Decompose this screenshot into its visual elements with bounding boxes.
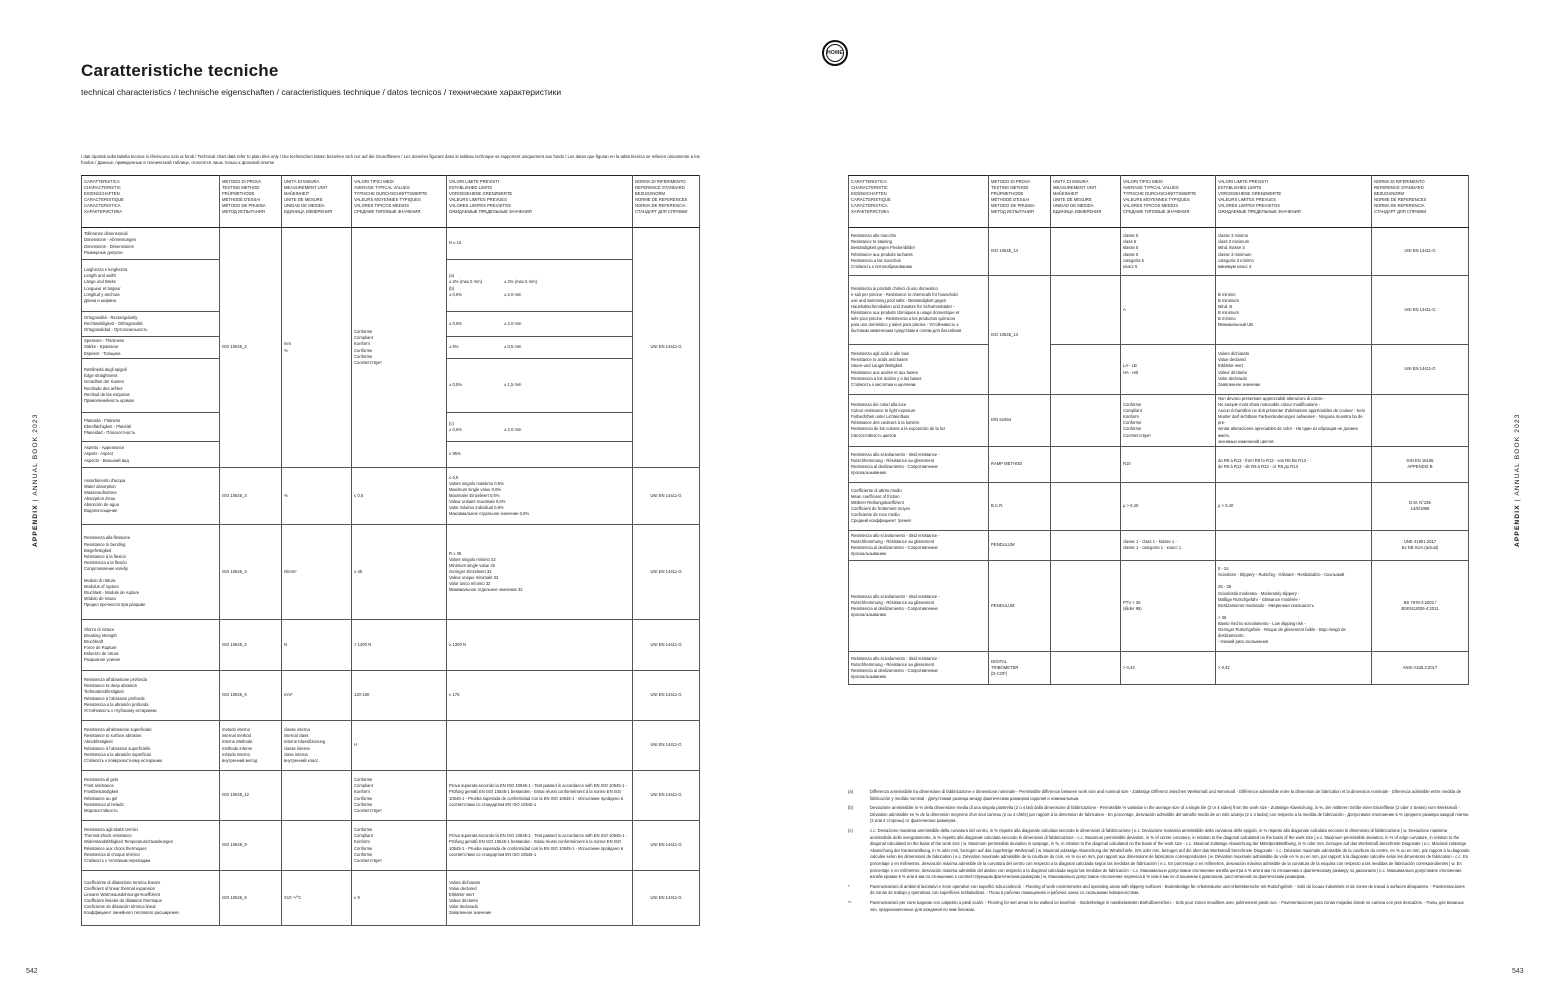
typical-cell: LA - LB HA - HB [1121,345,1216,395]
standard-cell: ANSI A326.3:2017 [1372,651,1469,684]
limits-cell: Non devono presentare apprezzabili alterazioni di colore - No sample must show noticeable colour modifications - Aucun échantillon ne doit présenter d'altérations appréciables de couleur - Kein Muster darf sichtbare Farbveränderungen aufweisen - Ninguna muestra ha de pre- sentar alteraciones apreciables de color - Ни один из образцов не должен иметь значимых изменений цветов [1216,395,1372,447]
standard-cell: UNI EN 14411-G [633,721,700,771]
unit-cell [1051,482,1121,530]
limit-percent: ± 5% [449,344,459,350]
method-cell: ISO 10545_6 [220,671,282,721]
footnote-mark: (a) [848,789,854,794]
standard-cell: D.M. N°236 14/6/1989 [1372,482,1469,530]
limits-cell [447,260,633,312]
unit-cell [1051,276,1121,345]
typical-cell: classe 1 - class 1 - klasse 1 - classe 1 - categoría 1 - класс 1 [1121,530,1216,560]
table-row [82,721,700,771]
footnote-text: Deviazione ammissibile in % della dimensione media di una singola piastrella (2 o 4 lati) dalla dimensione di fabbricazione - Permissible % variation in the average size of a single tile (2 or 4 sides) from the work size - Zulässige Abweichung, in %, der mittleren Größe einer Einzelfliese (2 oder 4 Seiten) vom Werksmaß - Déviation admissible en % de la dimension moyenne d'un seul carreau (2 ou 4 côtés) par rapport à la dimension de fabrication - En porcentaje, desviación admisible del tamaño medio de un solo azulejo (2 o 4 lados) con respecto a la medida de fabricación - Допустимое отклонение в % среднего размера каждой плитки (2 или 4 стороны) от фактических размеров. [870,805,1469,824]
limits-values [449,344,630,350]
characteristic-cell: Larghezza e lunghezza Length and width Länge und Breite Longueur et largeur Longitud y anchura Длина и ширина [82,260,220,312]
table-row [849,446,1469,482]
limits-values [449,421,630,433]
method-cell: PENDULUM [989,530,1051,560]
typical-cell: ≤ 9 [352,871,447,926]
standard-cell: UNI EN 14411-G [633,620,700,671]
standard-cell: UNI EN 14411-G [633,671,700,721]
limits-cell: ≤ 0,5 Valore singolo massimo 0,6% Maximum single value 0,6% Maximaler Einzelwert 0,6% Valeur unitaire maximale 0,6% Valor máximo individual 0,6% Максимальное отдельное значение 0,6% [447,468,633,525]
characteristic-cell: Resistenza dei colori alla luce Colour resistance to light exposure Farbechtheit unter Lichteinfluss Résistance des couleurs à la lumière Resistencia de los colores a la exposición de la luz Светостойкость цветов [849,395,989,447]
typical-cell: Conforme Compliant Konform Conforme Conforme Соответствует [352,821,447,871]
limits-cell: R ≥ 35 Valore singolo minimo 32 Minimum single value 32 Geringer Einzelwert 32 Valeur unique minimale 32 Valor único mínimo 32 Минимальное отдельное значение 32 [447,525,633,620]
typical-cell: > 1300 N [352,620,447,671]
table-row [849,228,1469,276]
page-number: 542 [26,968,38,975]
typical-cell: PTV > 36 (slider 96) [1121,560,1216,651]
table-row [849,395,1469,447]
typical-cell: classe 5 class 5 klasse 5 classe 5 categoría 5 класс 5 [1121,228,1216,276]
limit-percent: (c) [449,420,454,426]
characteristic-cell: Coefficiente di dilatazione termica lineare Coefficient of linear thermal expansion Linearer Wärmeausdehnungs-Koeffizient Coefficient linéaire de dilatation thermique Coeficiente de dilatación térmica lineal Коэффициент линейного теплового расширения [82,871,220,926]
characteristic-cell: Resistenza all'abrasione superficiale Resistance to surface abrasion Abriebfestigkeit Résistance à l'abrasion superficielle Resistencia a la abrasión superficial Стойкость к поверхностному истиранию [82,721,220,771]
characteristic-cell: Ortogonalità - Rectangularity Rechtwinkligkeit - Orthogonalité Ortogonalidad - Ортогональность [82,312,220,337]
footnote [848,805,1470,825]
method-cell: ISO 10545_9 [220,821,282,871]
limit-percent: (a) [449,273,455,279]
method-cell: DIN 51094 [989,395,1051,447]
footnote-mark: (c) [848,827,853,833]
table-row [82,228,700,260]
table-header-row [82,176,700,228]
limits-cell: Prova superata secondo la EN ISO 10545-1 - Test passed in accordance with EN ISO 10545-1 - Prüfung gemäß EN ISO 10545-1 bestanden - Essai réussi conformément à la norme EN ISO 10545-1 - Prueba superada de conformidad con la EN ISO 10545-1 - Испытание пройдено в соответствии со стандартом EN ISO 10545-1 [447,771,633,821]
limits-cell: ≥ 1300 N [447,620,633,671]
footnote [848,900,1470,913]
characteristic-cell: Resistenza allo scivolamento - Skid resistance - Rutschhemmung - Résistance au glissement Resistencia al deslizamiento - Сопротивление проскальзыванию [849,446,989,482]
table-row [82,620,700,671]
limit-mm: ± 2% (max 5 mm) [504,279,538,285]
col-standard: NORMA DI RIFERIMENTO REFERENCE STANDARD BEZUGSNORM NORME DE REFERENCES NORMA DE REFERENCIA СТАНДАРТ ДЛЯ СПРАВКИ [1372,176,1469,228]
unit-cell: X10⁻⁶/°C [282,871,352,926]
limits-cell: > 0,42 [1216,651,1372,684]
limit-percent: ≥ 95% [449,451,461,457]
footnote-mark: (b) [848,805,854,811]
limit-mm [504,240,630,246]
limit-percent: ± 0,6% [449,291,463,297]
standard-cell: UNI EN 14411-G [633,871,700,926]
typical-cell: Conforme Compliant Konform Conforme Conforme Соответствует [1121,395,1216,447]
col-unit: UNITÀ DI MISURA MEASUREMENT UNIT MAßEINHEIT UNITE DE MESURE UNIDAD DE MEDIDA ЕДИНИЦА ИЗМЕРЕНИЯ [1051,176,1121,228]
limits-cell [447,721,633,771]
col-characteristic: CARATTERISTICA CHARACTERISTIC EIGENSCHAFTEN CARACTERISTIQUE CARACTERISTICA ХАРАКТЕРИСТИКА [82,176,220,228]
limits-cell [447,312,633,337]
unit-cell [1051,530,1121,560]
characteristic-cell: Aspetto - Appearance Aspekt - Aspect Aspecto - Внешний вид [82,442,220,468]
limit-percent: ± 0,5% [449,427,463,432]
typical-cell: > 0,42 [1121,651,1216,684]
typical-cell: H [352,721,447,771]
limits-cell: Valore dichiarato Value declared Erklärter wert Valeur déclarée Valor declarado Заявленное значение [447,871,633,926]
col-limits: VALORI LIMITE PREVISTI ESTABLISHED LIMITS VORGESEHENE GRENZWERTE VALEURS LIMITES PREVUES VALORES LIMITES PREVISTOS ОЖИДАЕМЫЕ ПРЕДЕЛЬНЫЕ ЗНАЧЕНИЯ [1216,176,1372,228]
table-row [849,345,1469,395]
unit-cell [1051,228,1121,276]
side-label-bold: APPENDIX [32,504,39,547]
side-label-right [1514,413,1521,547]
unit-cell: N/mm² [282,525,352,620]
limits-cell: Valore dichiarato Value declared Erklärter wert Valeur déclarée Valor declarado Заявленное значение [1216,345,1372,395]
limits-cell [447,442,633,468]
side-label-bold-right: APPENDIX [1514,504,1521,547]
unit-cell [1051,446,1121,482]
table-row [82,468,700,525]
limits-cell [447,413,633,442]
limit-percent: ± 0,5% [449,320,463,326]
limits-cell: B minimo B minimum Mind. B B minimum B mínimo Минимальный UB [1216,276,1372,345]
characteristic-cell: Resistenza al gelo Frost resistance Frostbeständigkeit Résistance au gel Resistencia al helado Морозостойкость [82,771,220,821]
method-cell: metodo interno internal method Interne Methode méthode interne método interno внутренний метод [220,721,282,771]
col-typical: VALORI TIPICI MEDI AVERAGE TYPICAL VALUES TYPISCHE DURCHSCHNITTSWERTE VALEURS MOYENNES TYPIQUES VALORES TIPICOS MEDIOS СРЕДНИЕ ТИПОВЫЕ ЗНАЧЕНИЯ [352,176,447,228]
limits-cell [447,228,633,260]
page-title: Caratteristiche tecniche [81,61,279,80]
side-label-rest-right: | ANNUAL BOOK 2023 [1514,413,1521,505]
unit-cell: N [282,620,352,671]
table-row [849,560,1469,651]
limit-mm: ± 0,5 mm [504,344,522,350]
footnote-text: Differenza ammissibile tra dimensione di fabbricazione e dimensione nominale - Permissible difference between work size and nominal size - Zulässige Differenz zwischen Werksmaß und Nennmaß - Différence admissible entre la dimension de fabrication et la dimension nominale - Diferencia admisible entre medida de fabricación y medida nominal - Допустимая разница между фактическим размером изделия и номинальным. [870,789,1462,801]
characteristic-cell: Resistenza alla flessione Resistance to bending Biegefestigkeit Résistance à la flexion Resistencia a la flexión Сопротивление изгибу Modulo di rottura Modulus of rupture Bruchlast - Module de rupture Módulo de rotura Предел прочности при разрыве [82,525,220,620]
col-characteristic: CARATTERISTICA CHARACTERISTIC EIGENSCHAFTEN CARACTERISTIQUE CARACTERISTICA ХАРАКТЕРИСТИКА [849,176,989,228]
characteristic-cell: Sforzo di rottura Breaking strength Bruchkraft Force de Rupture Esfuerzo de rotura Разрывное усилие [82,620,220,671]
characteristic-cell: Resistenza ai prodotti chimici di uso domestico e sali per piscine - Resistance to chemicals for household use and swimming pool salts - Beständigkeit gegen Haushaltschemikalien und Zusätze für Schwimmbäder - Résistance aux produits chimiques à usage domestique et sels pour piscine - Resistencia a los productos químicos para uso doméstico y sales para piscina - Устойчивость к бытовым химическим средствам и солям для бассейнов [849,276,989,345]
side-label-rest: | ANNUAL BOOK 2023 [32,413,39,505]
limit-percent: ± 2% (max 5 mm) [449,279,483,285]
limits-values [449,382,630,388]
method-cell: DIGITAL TRIBOMETER (D-COF) [989,651,1051,684]
method-cell: ISO 10545_13 [989,276,1051,395]
characteristic-cell: Assorbimento d'acqua Water absorption Wasseraufnahme Absorption d'eau Absorción de agua Водопоглощение [82,468,220,525]
footnote [848,828,1470,881]
limit-mm: ± 2,0 mm [504,427,522,432]
footnote [848,884,1470,897]
home-button[interactable]: HOME [822,40,848,66]
standard-cell: UNE 41901:2017 Ex DB SUA (actual) [1372,530,1469,560]
table-row [82,821,700,871]
typical-cell: Conforme Compliant Konform Conforme Conforme Соответствует [352,771,447,821]
limits-cell [447,359,633,413]
footnotes [848,789,1470,916]
characteristic-cell: Planarità - Flatness Ebenflächigkeit - Planéité Planeidad - Плоскостность [82,413,220,442]
unit-cell: mm % [282,228,352,468]
characteristic-cell: Rettilineità degli spigoli Edge straightness Geradheit der Kanten Rectitude des arêtes Rectitud de las esquinas Прямолинейность кромок [82,359,220,413]
standard-cell: UNI EN 14411-G [1372,345,1469,395]
typical-cell: μ > 0,40 [1121,482,1216,530]
col-method: METODO DI PROVA TESTING METHOD PRÜFMETHODE MÉTHODE D'ESSAI MÉTODO DE PRUEBA МЕТОД ИСПЫТАНИЯ [989,176,1051,228]
table-row [82,871,700,926]
footnote-text: c.c. Deviazione massima ammissibile della curvatura del centro, in % rispetto alla diagonale calcolata secondo le dimensioni di fabbricazione | e.c. Deviazione massima ammissibile della curvatura dello spigolo, in % rispetto alla diagonale calcolata secondo le dimensioni di fabbricazione | w. Deviazione massima ammissibile dello svergolamento, in % rispetto alla diagonale calcolata secondo le dimensioni di fabbricazione - c.c. Maximum permissible deviation, in % of centre curvature, in relation to the diagonal calculated on the basis of the work size | e.c. Maximum permissible deviation, in % of edge curvature, in relation to the diagonal calculated on the basis of the work size | w. Maximum permissible deviation in warpage, in %, in relation to the diagonal calculated on the basis of the work size - c.c. Maximal zulässige Abweichung der Mittelpunktwölbung, in % oder mm, bezogen auf das Werksmaß berechnete Diagonale | e.c. Maximal zulässige Abweichung der Kantenwölbung, in % oder mm, bezogen auf das zugehörige Werksmaß | w. Maximal zulässige Abweichung der Windschiefe, in% oder mm, bezogen auf die über das Werksmaß berechnete Diagonale - c.c. Déviation maximale admissible de la courbure du centre, en % ou en mm, par rapport à la diagonale calculée selon les dimensions de fabrication | e.c. Déviation maximale admissible de la courbure du coin, en % ou en mm, par rapport aux dimensions de fabrication correspondantes | w. Déviation maximale admissible du voile en % ou en mm, par rapport à la diagonale calculée selon les dimensions de fabrication - c.c. En porcentaje o en milímetros, desviación máxima admisible de la curvatura del centro con respecto a la diagonal calculada según las medidas de fabricación | e.c. En porcentaje o en milímetros, desviación máxima admisible de la curvatura de la esquina con respecto a las medidas de fabricación correspondientes | w. En porcentaje o en milímetros, desviación máxima admisible del alabeo con respecto a la diagonal calculada según las medidas de fabricación - c.c. Максимально допустимое отклонение изгиба центра в % или в мм по отношению к фактическому размеру по диагонали | e.c. Максимально допустимое отклонение изгиба кромки в % или в мм по отношению к соответствующим фактическим размерам | w. Максимально допустимое отклонение перекоса в % или в мм по отношению к диагонали, рассчитанной по фактическим размерам. [870,827,1470,880]
limit-mm [504,451,630,457]
col-standard: NORMA DI RIFERIMENTO REFERENCE STANDARD BEZUGSNORM NORME DE REFERENCES NORMA DE REFERENCIA СТАНДАРТ ДЛЯ СПРАВКИ [633,176,700,228]
typical-cell: ≥ 45 [352,525,447,620]
footnote-text: Pavimentazioni per zone bagnate con calpestio a piedi scalzi. - Flooring for wet areas to be walked on barefoot. - Bodenbeläge in nassbelasteten Barfußbereichen. - Sols pour zones mouillées avec piétinement pieds nus. - Pavimentaciones para zonas mojadas donde se camina con pies descalzos. - Полы для влажных зон, предназначенные для хождения по ним босиком. [870,899,1464,912]
limit-mm: ± 2,0 mm [504,320,522,326]
method-cell: PENDULUM [989,560,1051,651]
unit-cell: mm³ [282,671,352,721]
unit-cell: % [282,468,352,525]
method-cell: ISO 10545_12 [220,771,282,821]
unit-cell [282,821,352,871]
typical-cell: 120-150 [352,671,447,721]
standard-cell: DIN EN 16165 APPENDIX B [1372,446,1469,482]
characteristic-cell: Coefficiente di attrito medio Mean coefficient of friction Mittlerer Reibungskoeffizient Coefficient de frottement moyen Coeficiente de roce medio Средний коэффициент трения [849,482,989,530]
limits-values [449,273,630,297]
characteristic-cell: Tolleranze dimensionali Dimensions - Abmessungen Dimensions - Dimensiones Размерные допуски [82,228,220,260]
method-cell: B.C.R. [989,482,1051,530]
characteristic-cell: Resistenza alle macchie Resistance to staining Beständigkeit gegen Fleckenbilder Résistance aux produits tachants Resistencia a las manchas Стойкость к пятнообразованию [849,228,989,276]
standard-cell: UNI EN 14411-G [1372,228,1469,276]
limit-percent: N ≤ 15 [449,240,462,246]
limit-percent: (b) [449,285,455,291]
characteristic-cell: Resistenza allo scivolamento - Skid resistance - Rutschhemmung - Résistance au glissement Resistencia al deslizamiento - Сопротивление проскальзыванию [849,560,989,651]
col-limits: VALORI LIMITE PREVISTI ESTABLISHED LIMITS VORGESEHENE GRENZWERTE VALEURS LIMITES PREVUES VALORES LIMITES PREVISTOS ОЖИДАЕМЫЕ ПРЕДЕЛЬНЫЕ ЗНАЧЕНИЯ [447,176,633,228]
limits-values [449,240,630,246]
table-row [82,771,700,821]
method-cell: ISO 10545_14 [989,228,1051,276]
typical-cell: A [1121,276,1216,345]
limit-percent: ± 0,5% [449,382,463,388]
table-row [849,651,1469,684]
characteristic-cell: Resistenza allo scivolamento - Skid resistance - Rutschhemmung - Résistance au glissement Resistencia al deslizamiento - Сопротивление проскальзыванию [849,651,989,684]
method-cell: RAMP METHOD [989,446,1051,482]
limit-mm: ± 1,5 mm [504,382,522,388]
page-number-right: 543 [1512,968,1524,975]
characteristic-cell: Spessore - Thickness Stärke - Epaisseur Espesor - Толщина [82,337,220,359]
standard-cell: UNI EN 14411-G [1372,276,1469,345]
table-row [849,276,1469,345]
method-cell: ISO 10545_4 [220,525,282,620]
standard-cell [1372,395,1469,447]
characteristic-cell: Resistenza all'abrasione profonda Resistance to deep abrasion Tiefenabriebfestigkeit Résistance à l'abrasion profonde Resistencia a la abrasión profunda Устойчивость к глубокому истиранию [82,671,220,721]
tech-table-left [81,175,700,926]
table-row [82,671,700,721]
left-page [0,0,774,1000]
table-row [849,482,1469,530]
footnote-text: Pavimentazioni di ambienti lavorativi e zone operative con superfici sdrucciolevoli. - Flooring of work environments and operating areas with slippery surfaces - Bodenbeläge für Arbeitsräume und Arbeitsbereiche mit Rutschgefahr. - Sols de locaux industriels et de zones de travail à surfaces dérapantes. - Pavimentaciones de zonas de trabajo y operativas con superficies resbaladizas. - Полы в рабочих помещениях и рабочих зонах со скользкими поверхностями. [870,883,1465,896]
page-subtitle: technical characteristics / technische eigenschaften / caracteristiques technique / datos tecnicos / технические характеристики [81,87,562,97]
standard-cell: UNI EN 14411-G [633,821,700,871]
limits-values [449,451,630,457]
col-method: METODO DI PROVA TESTING METHOD PRÜFMETHODE MÉTHODE D'ESSAI MÉTODO DE PRUEBA МЕТОД ИСПЫТАНИЯ [220,176,282,228]
col-typical: VALORI TIPICI MEDI AVERAGE TYPICAL VALUES TYPISCHE DURCHSCHNITTSWERTE VALEURS MOYENNES TYPIQUES VALORES TIPICOS MEDIOS СРЕДНИЕ ТИПОВЫЕ ЗНАЧЕНИЯ [1121,176,1216,228]
unit-cell [1051,345,1121,395]
standard-cell: UNI EN 14411-G [633,771,700,821]
limit-mm: ± 2,0 mm [504,291,522,297]
method-cell: ISO 10545_3 [220,468,282,525]
method-cell: ISO 10545_8 [220,871,282,926]
limits-cell: ≤ 175 [447,671,633,721]
unit-cell [282,771,352,821]
limits-cell: 0 - 24 Scivoloso - Slippery - Rutschig - Glissant - Resbaladizo - Скользкий 25 - 35 Scivolosità moderata - Moderately slippery - Mäßige Rutschgefahr - Glissance modérée - Deslizamiento moderado - Умеренная скользкость > 36 Basso rischio scivolamento - Low slipping risk - Geringer Rutschgefahr - Risque de glissement faible - Bajo riesgo de deslizamiento - Низкий риск скольжения [1216,560,1372,651]
characteristic-cell: Resistenza allo scivolamento - Skid resistance - Rutschhemmung - Résistance au glissement Resistencia al deslizamiento - Сопротивление проскальзыванию [849,530,989,560]
unit-cell [1051,651,1121,684]
col-unit: UNITÀ DI MISURA MEASUREMENT UNIT MAßEINHEIT UNITE DE MESURE UNIDAD DE MEDIDA ЕДИНИЦА ИЗМЕРЕНИЯ [282,176,352,228]
limits-cell: Prova superata secondo la EN ISO 10545-1 - Test passed in accordance with EN ISO 10545-1 - Prüfung gemäß EN ISO 10545-1 bestanden - Essai réussi conformément à la norme EN ISO 10545-1 - Prueba superada de conformidad con la EN ISO 10545-1 - Испытание пройдено в соответствии со стандартом EN ISO 10545-1 [447,821,633,871]
unit-cell [1051,560,1121,651]
standard-cell: UNI EN 14411-G [633,468,700,525]
characteristic-cell: Resistenza agli acidi e alle basi Resistance to acids and bases Säure-und Laugenfestigkeit Résistance aux acides et aux bases Resistencia a los ácidos y a las bases Стойкость к кислотам и щелочам [849,345,989,395]
table-row [82,525,700,620]
limits-cell [447,337,633,359]
limits-values [449,321,630,327]
method-cell: ISO 10545_2 [220,228,282,468]
unit-cell [1051,395,1121,447]
table-header-row-right [849,176,1469,228]
method-cell: ISO 10545_4 [220,620,282,671]
standard-cell: UNI EN 14411-G [633,228,700,468]
table-row [849,530,1469,560]
limits-cell: μ > 0,40 [1216,482,1372,530]
typical-cell: R10 [1121,446,1216,482]
tech-table-right [848,175,1469,685]
limits-cell: classe 3 minimo class 3 minimum Mind. klasse 3 classe 3 minimum categoría 3 mínimo минимум класс 3 [1216,228,1372,276]
unit-cell: classe interna internal class Interne Klassifizierung classe interne clase interna внутренний класс [282,721,352,771]
limits-cell: da R9 a R13 - from R9 to R13 - von R9 bis R13 - de R9 à R13 - de R9 a R13 - от R9 до R13 [1216,446,1372,482]
footnote-mark: * [848,883,850,889]
standard-cell: UNI EN 14411-G [633,525,700,620]
typical-cell: Conforme Compliant Konform Conforme Conforme Соответствует [352,228,447,468]
typical-cell: ≤ 0,5 [352,468,447,525]
table-note: I dati riportati sulla tabella tecnica si riferiscono solo ai fondi / Technical chart data refer to plain tiles only / Die technischen Daten beziehen sich nur auf die Grundfliesen / Les données figurant dans le tableau technique se rapportent uniquement aux fonds / Los datos que figuran en la tabla técnica se refieren únicamente a los fondos / Данные, приведенные в технической таблице, относятся лишь только к фоновой плитке [81,154,700,165]
limits-cell [1216,530,1372,560]
characteristic-cell: Resistenza agli sbalzi termici Thermal shock resistance Widerstandsfähigkeit Temperaturschwankungen Résistance aux chocs thermiques Resistencia al choque térmico Стойкость к тепловым перепадам [82,821,220,871]
side-label [32,413,39,547]
standard-cell: BS 7976-2:2002 / BSEN13036-4:2011 [1372,560,1469,651]
footnote-mark: ** [848,899,852,905]
footnote [848,789,1470,802]
